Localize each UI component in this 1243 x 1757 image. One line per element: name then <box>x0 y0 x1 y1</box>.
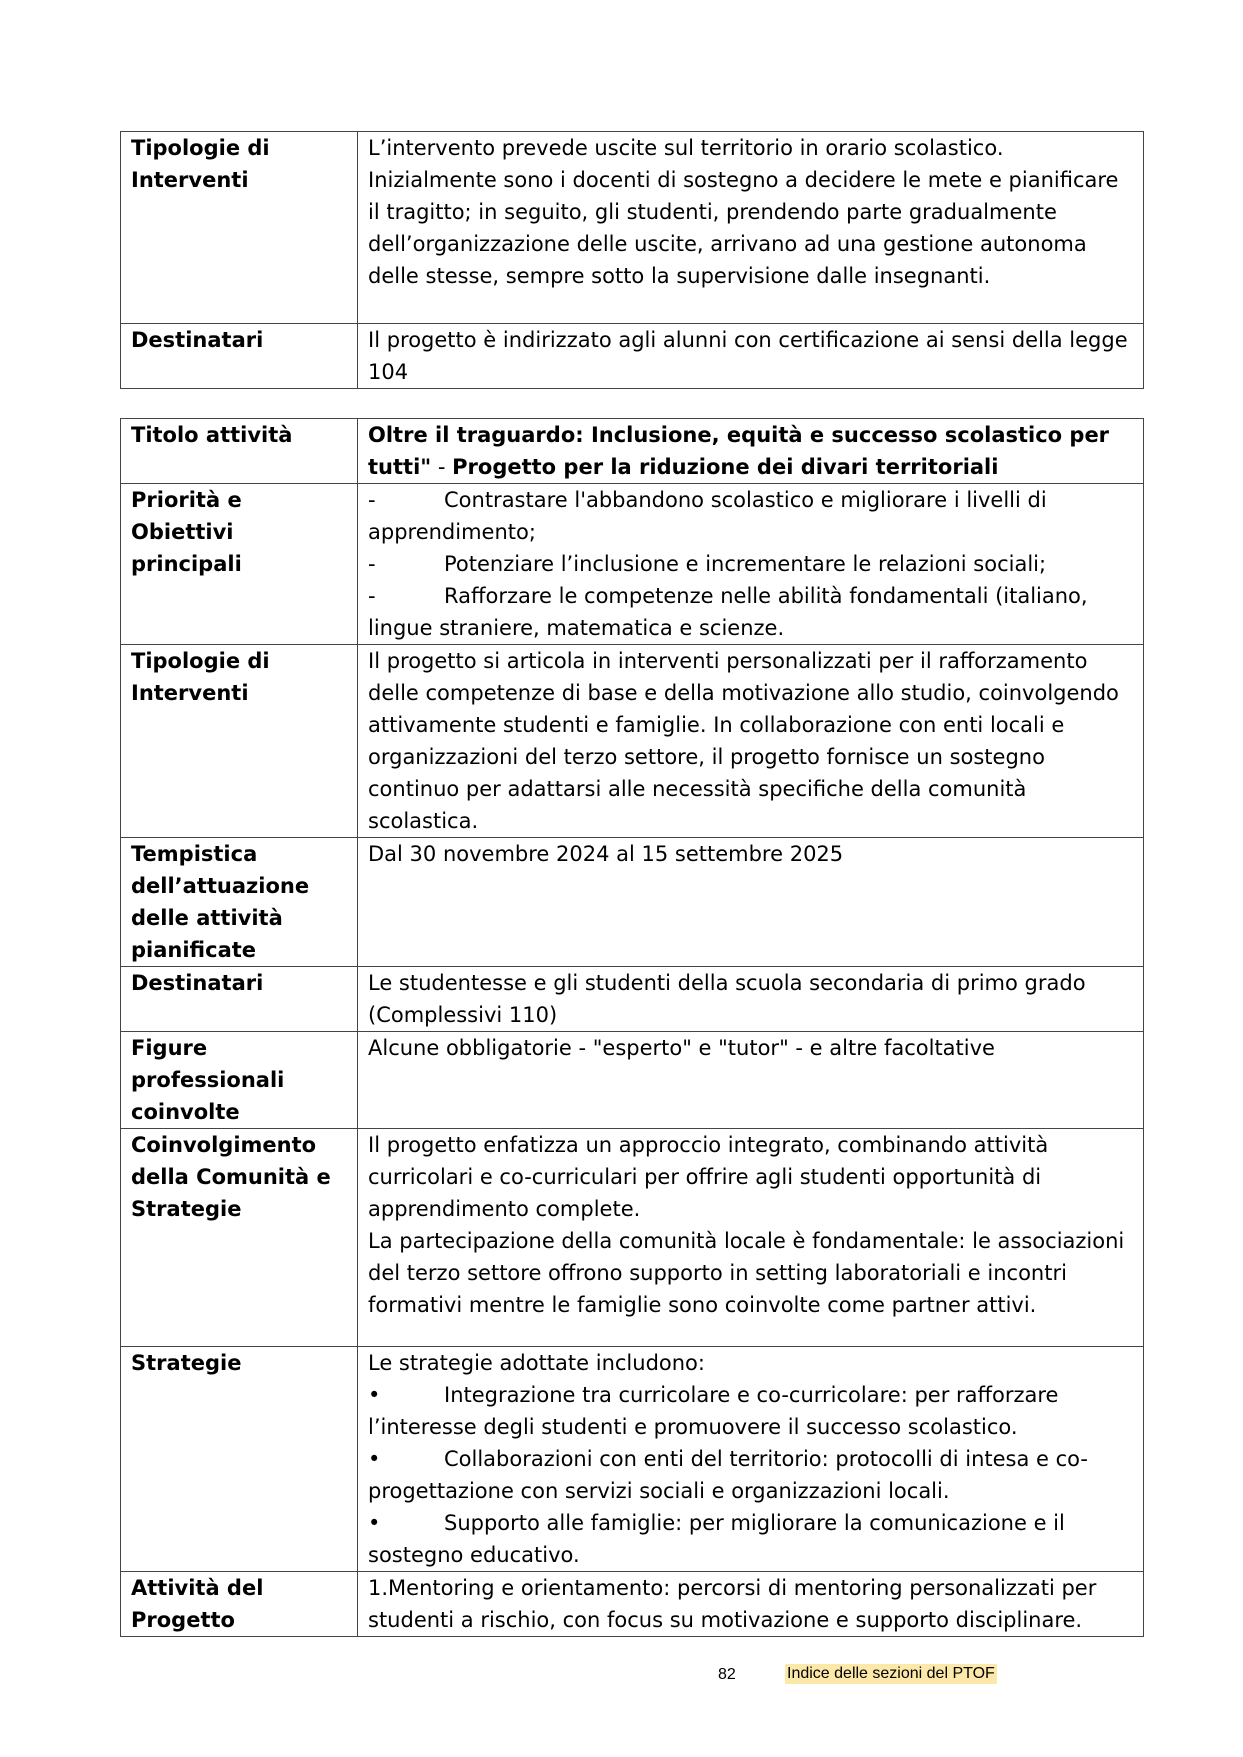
row-label: Priorità e Obiettivi principali <box>121 484 358 645</box>
bullet-marker: • <box>368 1447 381 1471</box>
table-1 <box>120 131 1144 389</box>
table-row <box>121 645 1144 838</box>
row-label: Coinvolgimento della Comunità e Strategie <box>121 1129 358 1347</box>
list-item: • Supporto alle famiglie: per migliorare la comunicazione e il sostegno educativo. <box>368 1507 1133 1571</box>
row-text: L’intervento prevede uscite sul territorio in orario scolastico. Inizialmente sono i docenti di sostegno a decidere le mete e pianificare il tragitto; in seguito, gli studenti, prendendo parte gradualmente dell’organizzazione delle uscite, arrivano ad una gestione autonoma delle stesse, sempre sotto la supervisione dalle insegnanti. <box>368 136 1119 288</box>
title-part-1: Oltre il traguardo: Inclusione, equità e successo scolastico per tutti" <box>368 423 1110 479</box>
row-text: 1.Mentoring e orientamento: percorsi di mentoring personalizzati per studenti a rischio, con focus su motivazione e supporto disciplinare. <box>358 1572 1144 1637</box>
table-row <box>121 838 1144 967</box>
row-label: Titolo attività <box>121 419 358 484</box>
table-row <box>121 1032 1144 1129</box>
title-part-2: Progetto per la riduzione dei divari territoriali <box>452 455 999 479</box>
row-text: Il progetto enfatizza un approccio integrato, combinando attività curricolari e co-curriculari per offrire agli studenti opportunità di apprendimento complete. La partecipazione della comunità locale è fondamentale: le associazioni del terzo settore offrono supporto in setting laboratoriali e incontri formativi mentre le famiglie sono coinvolte come partner attivi. <box>358 1129 1144 1347</box>
table-row <box>121 324 1144 389</box>
row-text: Il progetto è indirizzato agli alunni con certificazione ai sensi della legge 104 <box>358 324 1144 389</box>
row-label: Tempistica dell’attuazione delle attività pianificate <box>121 838 358 967</box>
table-row <box>121 1347 1144 1572</box>
row-label: Strategie <box>121 1347 358 1572</box>
row-text: Le studentesse e gli studenti della scuola secondaria di primo grado (Complessivi 110) <box>358 967 1144 1032</box>
list-marker: - <box>368 552 376 576</box>
list-item: • Collaborazioni con enti del territorio: protocolli di intesa e co-progettazione con servizi sociali e organizzazioni locali. <box>368 1443 1133 1507</box>
title-separator: - <box>431 455 453 479</box>
list-marker: - <box>368 488 376 512</box>
row-text: Il progetto si articola in interventi personalizzati per il rafforzamento delle competenze di base e della motivazione allo studio, coinvolgendo attivamente studenti e famiglie. In collaborazione con enti locali e organizzazioni del terzo settore, il progetto fornisce un sostegno continuo per adattarsi alle necessità specifiche della comunità scolastica. <box>358 645 1144 838</box>
row-label: Attività del Progetto <box>121 1572 358 1637</box>
table-row <box>121 1572 1144 1637</box>
row-label: Destinatari <box>121 967 358 1032</box>
table-row <box>121 484 1144 645</box>
list-item: - Contrastare l'abbandono scolastico e migliorare i livelli di apprendimento; <box>368 484 1133 548</box>
table-2 <box>120 418 1144 1637</box>
table-row <box>121 132 1144 324</box>
page-number: 82 <box>718 1666 736 1683</box>
activity-title <box>358 419 1144 484</box>
list-item: - Rafforzare le competenze nelle abilità fondamentali (italiano, lingue straniere, matematica e scienze. <box>368 580 1133 644</box>
list-item: - Potenziare l’inclusione e incrementare le relazioni sociali; <box>368 548 1133 580</box>
bullet-marker: • <box>368 1511 381 1535</box>
table-row <box>121 967 1144 1032</box>
strategies-list <box>358 1347 1144 1572</box>
table-row <box>121 419 1144 484</box>
list-item: • Integrazione tra curricolare e co-curricolare: per rafforzare l’interesse degli studenti e promuovere il successo scolastico. <box>368 1379 1133 1443</box>
bullet-marker: • <box>368 1383 381 1407</box>
row-content <box>358 132 1144 324</box>
index-link[interactable]: Indice delle sezioni del PTOF <box>787 1665 995 1682</box>
row-label: Destinatari <box>121 324 358 389</box>
row-label: Tipologie di Interventi <box>121 645 358 838</box>
list-marker: - <box>368 584 376 608</box>
strategies-intro: Le strategie adottate includono: <box>368 1351 705 1375</box>
priorities-list <box>358 484 1144 645</box>
row-text: Alcune obbligatorie - "esperto" e "tutor" - e altre facoltative <box>358 1032 1144 1129</box>
table-row <box>121 1129 1144 1347</box>
row-label: Figure professionali coinvolte <box>121 1032 358 1129</box>
row-text: Dal 30 novembre 2024 al 15 settembre 2025 <box>358 838 1144 967</box>
row-label: Tipologie di Interventi <box>121 132 358 324</box>
